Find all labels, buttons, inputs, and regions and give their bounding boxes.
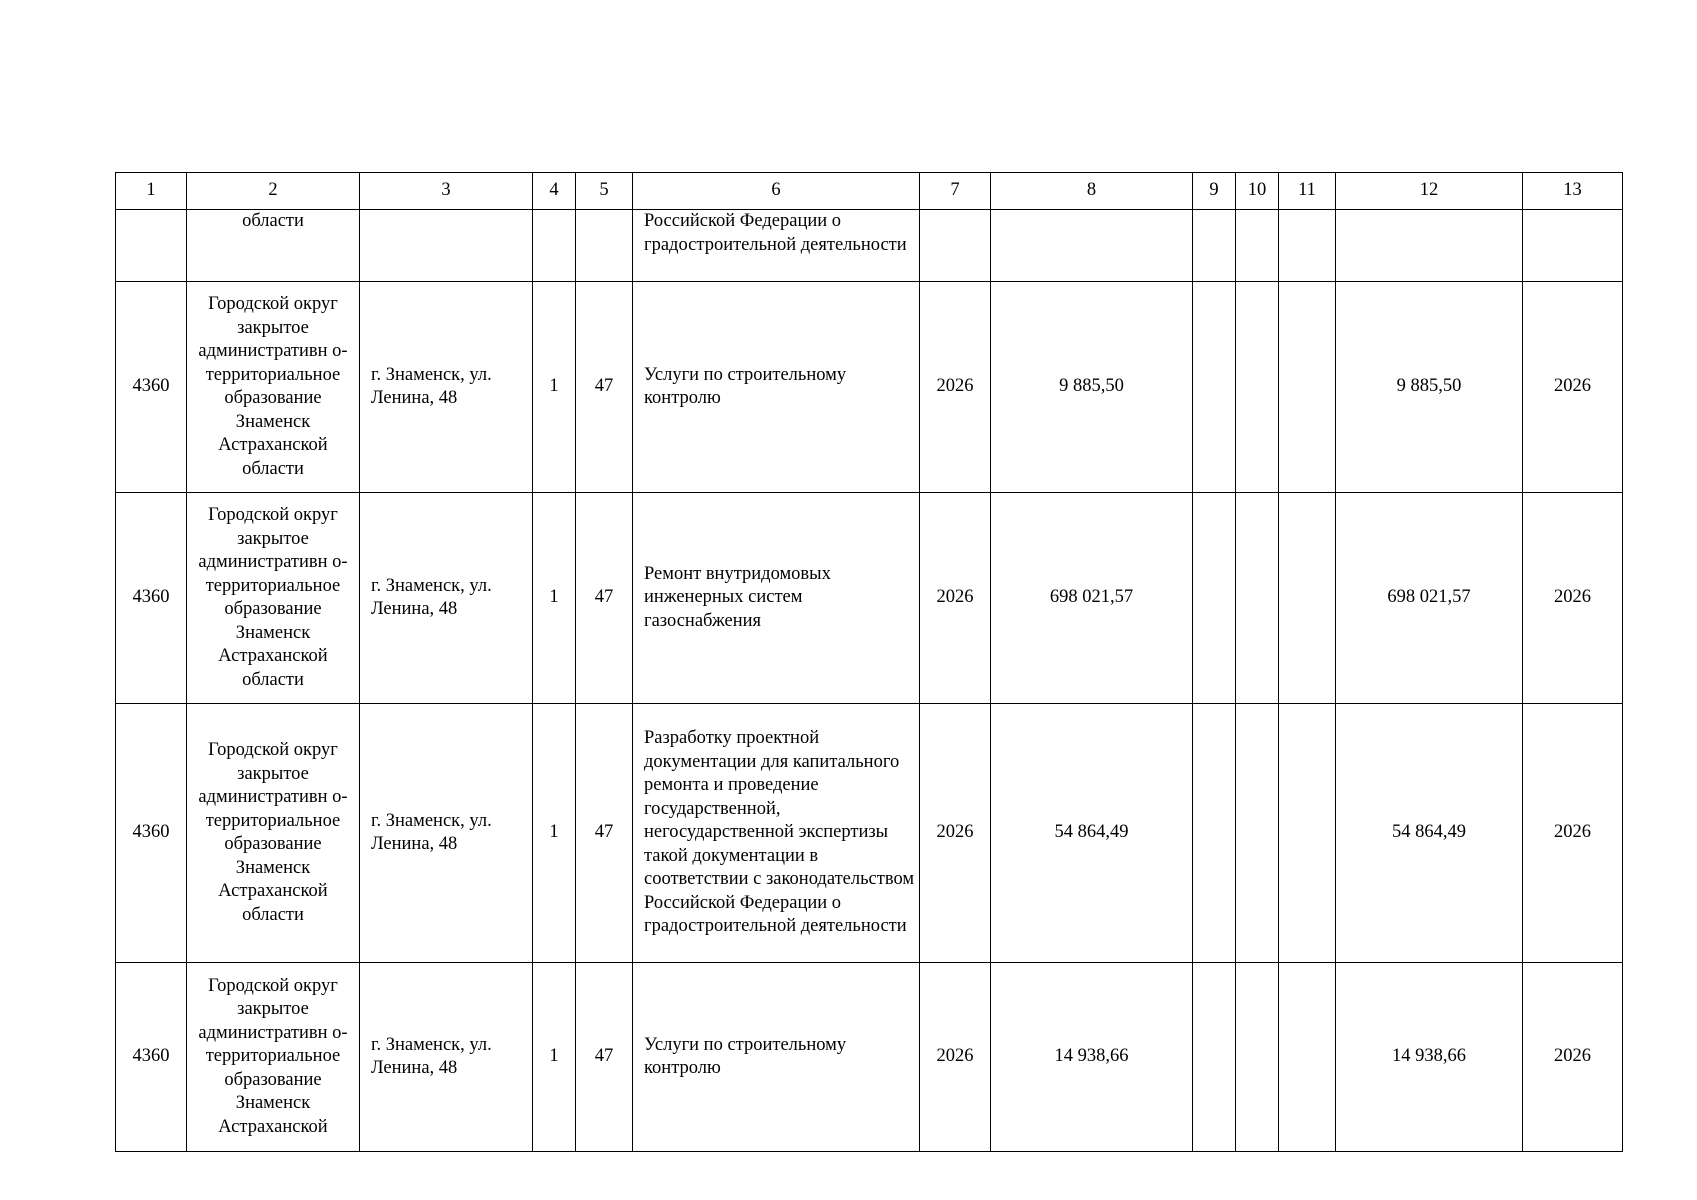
table-cell [360, 210, 533, 282]
amount-cell: 9 885,50 [1336, 282, 1523, 493]
table-cell [576, 210, 633, 282]
table-cell: 1 [533, 282, 576, 493]
municipality-cell: Городской округ закрытое административн о-территориальное образование Знаменск Астраханской области [187, 493, 360, 704]
table-cell: 47 [576, 704, 633, 963]
address-cell: г. Знаменск, ул. Ленина, 48 [360, 963, 533, 1152]
address-cell: г. Знаменск, ул. Ленина, 48 [360, 493, 533, 704]
header-cell: 7 [920, 173, 991, 210]
header-cell: 11 [1279, 173, 1336, 210]
code-cell: 4360 [116, 704, 187, 963]
code-cell: 4360 [116, 282, 187, 493]
table-cell [533, 210, 576, 282]
year-cell: 2026 [1523, 704, 1623, 963]
table-cell [1279, 210, 1336, 282]
header-cell: 3 [360, 173, 533, 210]
municipality-cell: Городской округ закрытое административн о-территориальное образование Знаменск Астраханской области [187, 704, 360, 963]
table-cell: 1 [533, 963, 576, 1152]
amount-cell: 54 864,49 [1336, 704, 1523, 963]
table-row [116, 282, 1623, 493]
table-row [116, 963, 1623, 1152]
table-cell [1279, 963, 1336, 1152]
table-cell [1193, 963, 1236, 1152]
table-cell [1279, 282, 1336, 493]
work-type-cell: Услуги по строительному контролю [633, 963, 920, 1152]
table-cell: 47 [576, 963, 633, 1152]
table-cell [920, 210, 991, 282]
year-cell: 2026 [920, 704, 991, 963]
amount-cell: 9 885,50 [991, 282, 1193, 493]
municipality-cell: Городской округ закрытое административн о-территориальное образование Знаменск Астраханской области [187, 282, 360, 493]
table-cell [1279, 493, 1336, 704]
table-cell [1193, 282, 1236, 493]
municipality-cell: Городской округ закрытое административн о-территориальное образование Знаменск Астраханской [187, 963, 360, 1152]
header-cell: 6 [633, 173, 920, 210]
table-cell [1193, 210, 1236, 282]
table-cell [1236, 282, 1279, 493]
table-cell [1336, 210, 1523, 282]
header-cell: 9 [1193, 173, 1236, 210]
table-cell [116, 210, 187, 282]
table-cell [1279, 704, 1336, 963]
table-cell [1236, 210, 1279, 282]
code-cell: 4360 [116, 963, 187, 1152]
table-cell [1236, 963, 1279, 1152]
year-cell: 2026 [920, 963, 991, 1152]
table-cell [1523, 210, 1623, 282]
year-cell: 2026 [1523, 963, 1623, 1152]
header-cell: 2 [187, 173, 360, 210]
year-cell: 2026 [920, 493, 991, 704]
table-cell [1193, 704, 1236, 963]
work-type-cell: Ремонт внутридомовых инженерных систем газоснабжения [633, 493, 920, 704]
work-type-cell: Российской Федерации о градостроительной деятельности [633, 210, 920, 282]
table-cell [991, 210, 1193, 282]
table-cell: 1 [533, 493, 576, 704]
table-row [116, 704, 1623, 963]
table-cell [1236, 704, 1279, 963]
amount-cell: 14 938,66 [991, 963, 1193, 1152]
header-cell: 13 [1523, 173, 1623, 210]
amount-cell: 698 021,57 [991, 493, 1193, 704]
header-cell: 12 [1336, 173, 1523, 210]
municipality-cell: области [187, 210, 360, 282]
work-type-cell: Услуги по строительному контролю [633, 282, 920, 493]
table-cell: 47 [576, 282, 633, 493]
address-cell: г. Знаменск, ул. Ленина, 48 [360, 704, 533, 963]
year-cell: 2026 [920, 282, 991, 493]
amount-cell: 698 021,57 [1336, 493, 1523, 704]
data-table [115, 172, 1623, 1152]
header-cell: 5 [576, 173, 633, 210]
table-row [116, 493, 1623, 704]
work-type-cell: Разработку проектной документации для капитального ремонта и проведение государственной, негосударственной экспертизы такой документации в соответствии с законодательством Российской Федерации о градостроительной деятельности [633, 704, 920, 963]
year-cell: 2026 [1523, 282, 1623, 493]
table-cell [1193, 493, 1236, 704]
header-row [116, 173, 1623, 210]
header-cell: 8 [991, 173, 1193, 210]
amount-cell: 14 938,66 [1336, 963, 1523, 1152]
year-cell: 2026 [1523, 493, 1623, 704]
table-cell: 1 [533, 704, 576, 963]
code-cell: 4360 [116, 493, 187, 704]
header-cell: 1 [116, 173, 187, 210]
table-cell: 47 [576, 493, 633, 704]
table-cell [1236, 493, 1279, 704]
continuation-row [116, 210, 1623, 282]
amount-cell: 54 864,49 [991, 704, 1193, 963]
header-cell: 10 [1236, 173, 1279, 210]
header-cell: 4 [533, 173, 576, 210]
address-cell: г. Знаменск, ул. Ленина, 48 [360, 282, 533, 493]
